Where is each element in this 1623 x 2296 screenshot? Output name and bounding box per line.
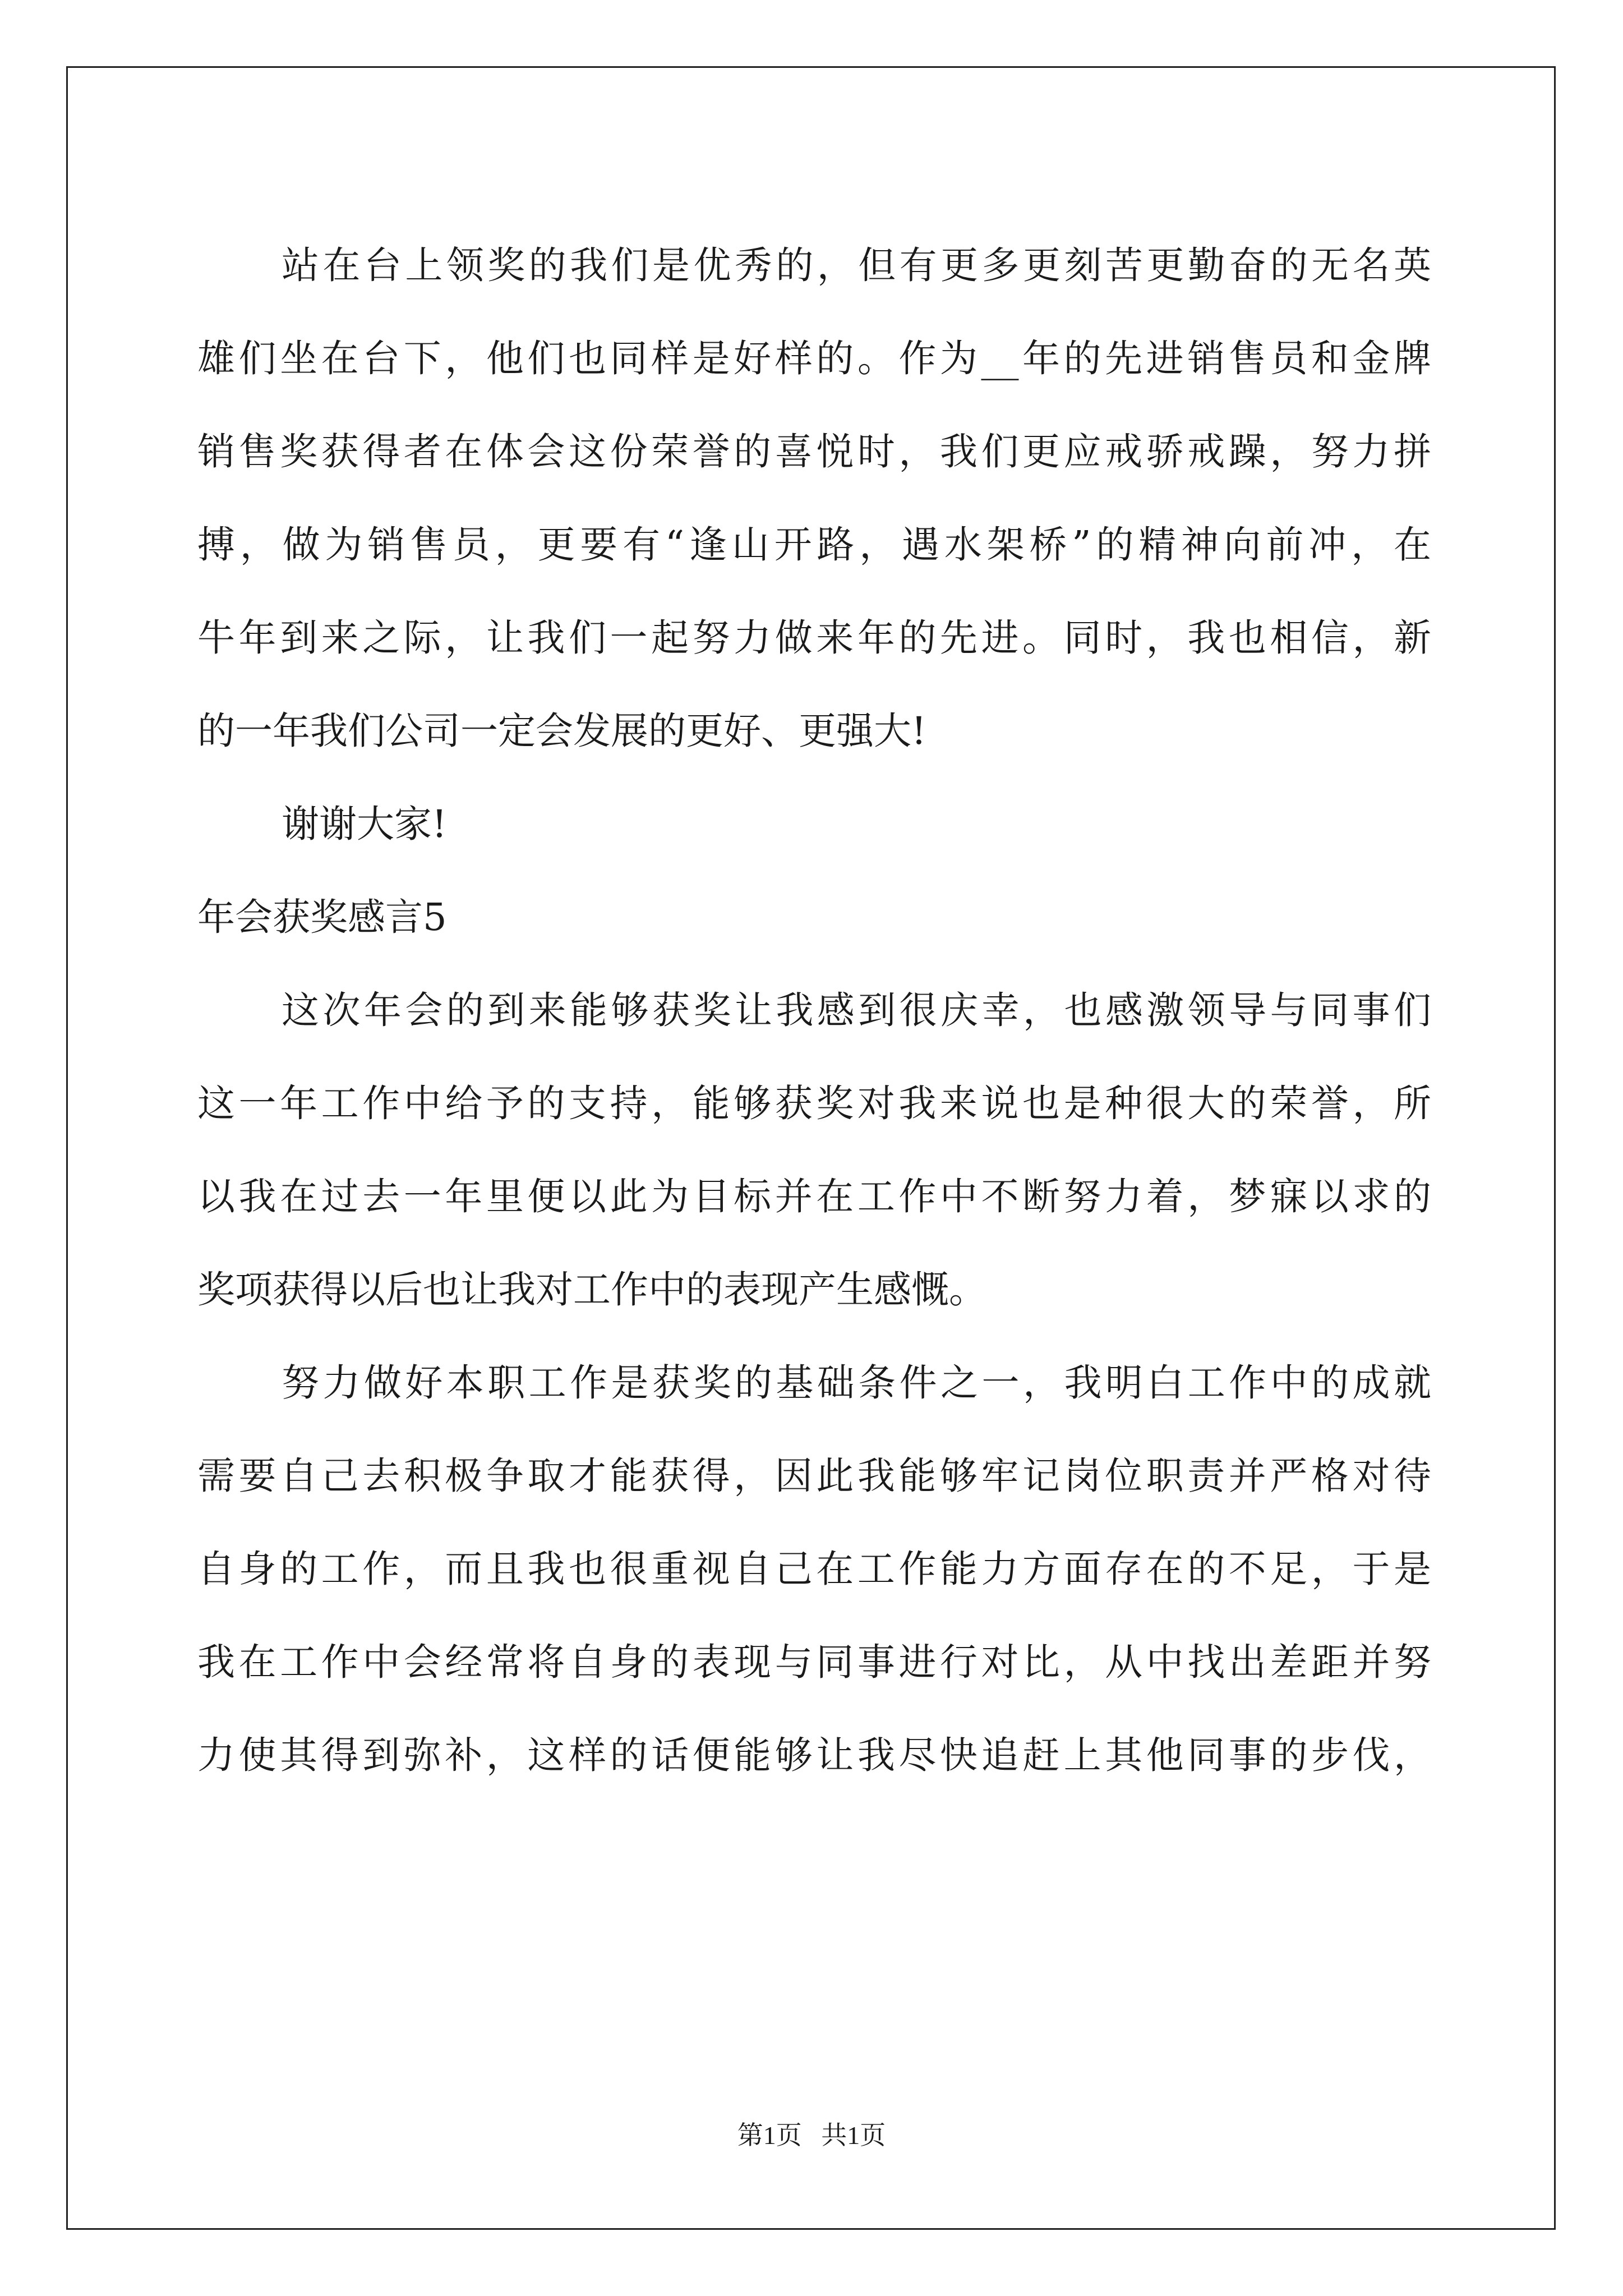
closing-line: 谢谢大家! (282, 802, 447, 846)
paragraph-line: 搏，做为销售员，更要有“逢山开路，遇水架桥”的精神向前冲，在 (197, 523, 1431, 567)
paragraph-line: 努力做好本职工作是获奖的基础条件之一，我明白工作中的成就 (282, 1361, 1431, 1405)
section-heading: 年会获奖感言5 (197, 895, 447, 939)
paragraph-line: 的一年我们公司一定会发展的更好、更强大! (197, 709, 926, 753)
paragraph-line: 我在工作中会经常将自身的表现与同事进行对比，从中找出差距并努 (197, 1640, 1431, 1684)
paragraph-line: 销售奖获得者在体会这份荣誉的喜悦时，我们更应戒骄戒躁，努力拼 (197, 430, 1431, 473)
page-footer: 第1页 共1页 (737, 2121, 886, 2150)
paragraph-line: 以我在过去一年里便以此为目标并在工作中不断努力着，梦寐以求的 (197, 1175, 1431, 1218)
paragraph-line: 站在台上领奖的我们是优秀的，但有更多更刻苦更勤奋的无名英 (282, 243, 1431, 287)
paragraph-line: 力使其得到弥补，这样的话便能够让我尽快追赶上其他同事的步伐， (197, 1733, 1431, 1777)
paragraph-line: 牛年到来之际，让我们一起努力做来年的先进。同时，我也相信，新 (197, 616, 1431, 660)
paragraph-line: 雄们坐在台下，他们也同样是好样的。作为__年的先进销售员和金牌 (197, 337, 1431, 380)
paragraph-line: 自身的工作，而且我也很重视自己在工作能力方面存在的不足，于是 (197, 1547, 1431, 1591)
document-body (197, 219, 1431, 1802)
paragraph-line: 奖项获得以后也让我对工作中的表现产生感慨。 (197, 1268, 986, 1312)
paragraph-line: 这一年工作中给予的支持，能够获奖对我来说也是种很大的荣誉，所 (197, 1082, 1431, 1125)
paragraph-line: 这次年会的到来能够获奖让我感到很庆幸，也感激领导与同事们 (282, 988, 1431, 1032)
paragraph-line: 需要自己去积极争取才能获得，因此我能够牢记岗位职责并严格对待 (197, 1454, 1431, 1498)
